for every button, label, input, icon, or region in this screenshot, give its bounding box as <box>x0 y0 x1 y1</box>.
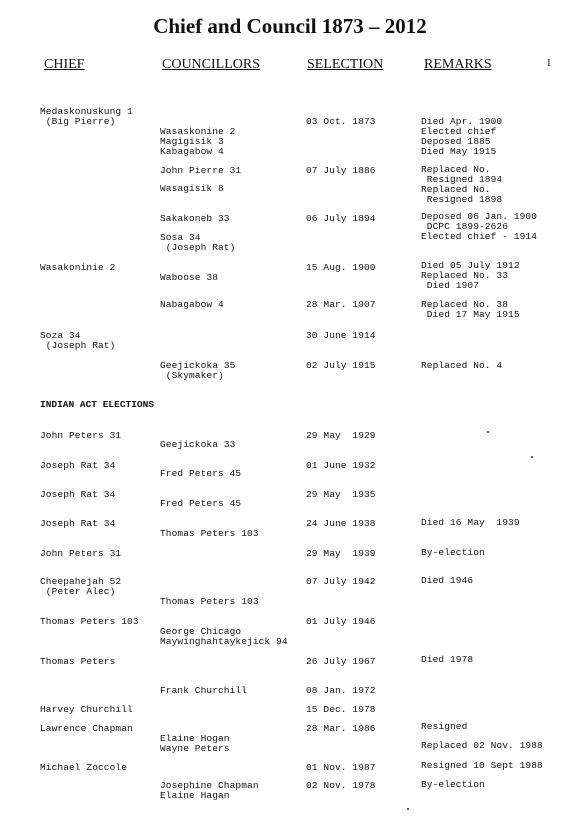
selection-date: 01 June 1932 <box>306 460 376 471</box>
chief-entry: Lawrence Chapman <box>40 723 133 734</box>
remark-entry: Replaced No. 38 Died 17 May 1915 <box>421 299 520 320</box>
remark-entry: Died 05 July 1912 Replaced No. 33 Died 1907 <box>421 260 520 291</box>
remark-entry: By-election <box>421 779 485 790</box>
chief-entry: Soza 34 (Joseph Rat) <box>40 330 116 351</box>
selection-date: 15 Aug. 1900 <box>306 262 376 273</box>
chief-entry: Joseph Rat 34 <box>40 489 116 500</box>
councillor-entry: Sosa 34 (Joseph Rat) <box>160 232 236 253</box>
chief-entry: Thomas Peters <box>40 656 116 667</box>
remark-entry: Replaced 02 Nov. 1988 <box>421 740 543 751</box>
selection-date: 08 Jan. 1972 <box>306 685 376 696</box>
column-header-councillors: COUNCILLORS <box>162 57 261 72</box>
remark-entry: Resigned 10 Sept 1988 <box>421 760 543 771</box>
selection-date: 02 July 1915 <box>306 360 376 371</box>
remark-entry: By-election <box>421 547 485 558</box>
councillor-entry: Thomas Peters 103 <box>160 596 259 607</box>
selection-date: 01 Nov. 1987 <box>306 762 376 773</box>
councillor-entry: Geejickoka 33 <box>160 439 236 450</box>
councillor-entry: Fred Peters 45 <box>160 498 242 509</box>
remark-entry: Died 1946 <box>421 575 474 586</box>
selection-date: 30 June 1914 <box>306 330 376 341</box>
councillor-entry: Thomas Peters 103 <box>160 528 259 539</box>
chief-entry: Wasakoninie 2 <box>40 262 116 273</box>
selection-date: 06 July 1894 <box>306 213 376 224</box>
selection-date: 03 Oct. 1873 <box>306 116 376 127</box>
section-label: INDIAN ACT ELECTIONS <box>40 399 155 410</box>
chief-entry: Michael Zoccole <box>40 762 128 773</box>
selection-date: 29 May 1939 <box>306 548 376 559</box>
chief-entry: Medaskonuskung 1 (Big Pierre) <box>40 106 133 127</box>
remark-entry: Died Apr. 1900 Elected chief Deposed 1885 Died May 1915 <box>421 116 503 157</box>
chief-entry: Harvey Churchill <box>40 704 133 715</box>
scan-speck <box>407 808 409 810</box>
chief-entry: Joseph Rat 34 <box>40 460 116 471</box>
chief-entry: Cheepahejah 52 (Peter Alec) <box>40 576 122 597</box>
page-number: 1 <box>546 57 552 69</box>
selection-date: 01 July 1946 <box>306 616 376 627</box>
chief-entry: Joseph Rat 34 <box>40 518 116 529</box>
selection-date: 26 July 1967 <box>306 656 376 667</box>
councillor-entry: Sakakoneb 33 <box>160 213 230 224</box>
councillor-entry: John Pierre 31 <box>160 165 242 176</box>
selection-date: 15 Dec. 1978 <box>306 704 376 715</box>
remark-entry: Replaced No. 4 <box>421 360 503 371</box>
remark-entry: Died 1978 <box>421 654 474 665</box>
scan-speck <box>531 456 533 458</box>
selection-date: 29 May 1929 <box>306 430 376 441</box>
councillor-entry: Fred Peters 45 <box>160 468 242 479</box>
councillor-entry: Nabagabow 4 <box>160 299 224 310</box>
selection-date: 29 May 1935 <box>306 489 376 500</box>
scan-speck <box>487 431 489 433</box>
remark-entry: Deposed 06 Jan. 1900 DCPC 1899-2626 Elected chief - 1914 <box>421 211 538 242</box>
chief-entry: John Peters 31 <box>40 430 122 441</box>
selection-date: 07 July 1942 <box>306 576 376 587</box>
selection-date: 02 Nov. 1978 <box>306 780 376 791</box>
page-title: Chief and Council 1873 – 2012 <box>153 14 427 38</box>
councillor-entry: Josephine Chapman Elaine Hagan <box>160 780 259 801</box>
column-header-remarks: REMARKS <box>424 57 492 72</box>
remark-entry: Replaced No. Resigned 1894 Replaced No. Resigned 1898 <box>421 164 503 205</box>
councillor-entry: Wasaskonine 2 Magigisik 3 Kabagabow 4 <box>160 126 236 157</box>
councillor-entry: Wasagisik 8 <box>160 183 224 194</box>
selection-date: 07 July 1886 <box>306 165 376 176</box>
chief-entry: Thomas Peters 103 <box>40 616 139 627</box>
chief-entry: John Peters 31 <box>40 548 122 559</box>
councillor-entry: Frank Churchill <box>160 685 248 696</box>
selection-date: 24 June 1938 <box>306 518 376 529</box>
councillor-entry: Elaine Hogan Wayne Peters <box>160 733 230 754</box>
councillor-entry: George Chicago Maywinghahtaykejick 94 <box>160 626 288 647</box>
column-header-selection: SELECTION <box>307 57 384 72</box>
remark-entry: Died 16 May 1939 <box>421 517 520 528</box>
selection-date: 28 Mar. 1907 <box>306 299 376 310</box>
remark-entry: Resigned <box>421 721 468 732</box>
councillor-entry: Geejickoka 35 (Skymaker) <box>160 360 236 381</box>
column-header-chief: CHIEF <box>44 57 85 72</box>
councillor-entry: Waboose 38 <box>160 272 219 283</box>
selection-date: 28 Mar. 1986 <box>306 723 376 734</box>
